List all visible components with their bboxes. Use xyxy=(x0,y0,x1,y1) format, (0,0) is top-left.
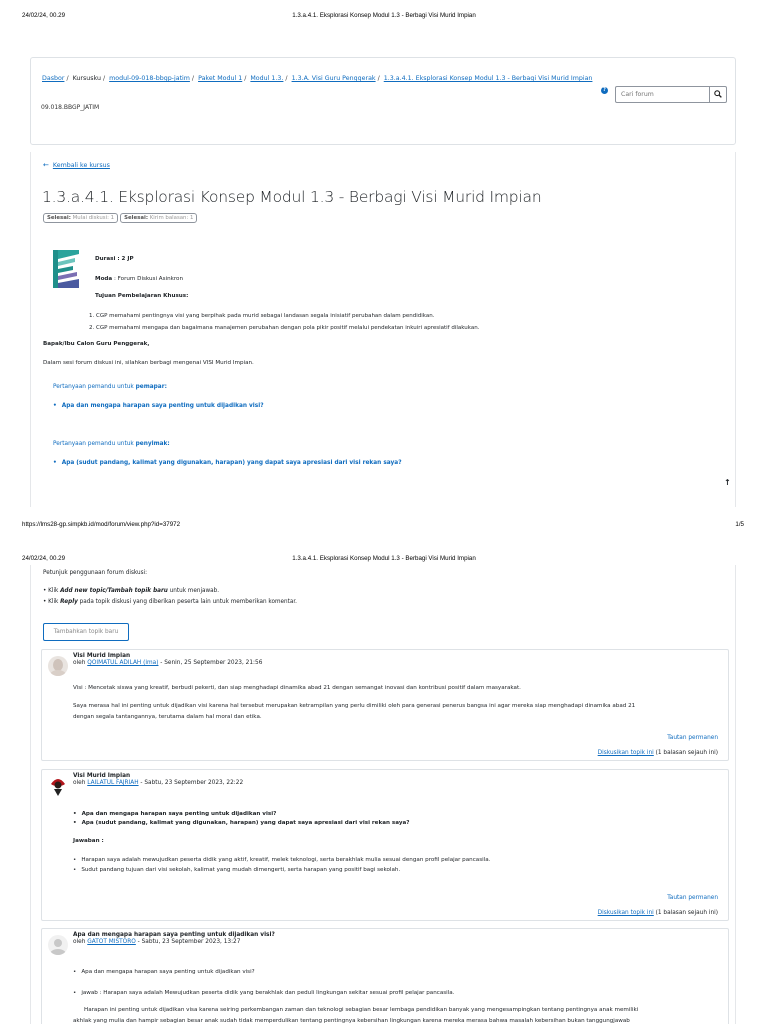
post-answer-label: Jawaban : xyxy=(73,838,104,844)
discuss-link-row: Diskusikan topik ini (1 balasan sejauh ini) xyxy=(597,910,718,916)
breadcrumb-dasbor[interactable]: Dasbor xyxy=(42,75,65,82)
discuss-topic-link[interactable]: Diskusikan topik ini xyxy=(597,750,654,756)
post-author-link[interactable]: LAILATUL FAJRIAH xyxy=(87,780,139,786)
breadcrumb-card xyxy=(30,57,736,145)
search-input[interactable] xyxy=(616,87,709,102)
post-byline: oleh QOIMATUL ADILAH (ima) - Senin, 25 September 2023, 21:56 xyxy=(73,660,263,666)
page-title: 1.3.a.4.1. Eksplorasi Konsep Modul 1.3 - Berbagi Visi Murid Impian xyxy=(42,188,542,206)
howto-title: Petunjuk penggunaan forum diskusi: xyxy=(43,570,148,576)
question-pemapar: • Apa dan mengapa harapan saya penting untuk dijadikan visi? xyxy=(53,403,264,409)
forum-search xyxy=(615,86,727,103)
post-answer: • Sudut pandang tujuan dari visi sekolah, kalimat yang mudah dimengerti, serta harapan yang positif bagi sekolah. xyxy=(73,867,400,873)
discuss-topic-link[interactable]: Diskusikan topik ini xyxy=(597,910,654,916)
moda-label: Moda : Forum Diskusi Asinkron xyxy=(95,276,184,282)
post-text: • Apa dan mengapa harapan saya penting untuk dijadikan visi? xyxy=(73,969,255,975)
post-text: • jawab : Harapan saya adalah Mewujudkan peserta didik yang berakhlak dan peduli lingkungan sekitar sesuai profil pelajar pancasila. xyxy=(73,990,455,996)
discussion-post xyxy=(41,928,729,1024)
discussion-section xyxy=(30,565,736,1024)
post-text: Harapan ini penting untuk dijadikan visa karena seiring perkembangan zaman dan teknologi sebagian besar lembaga pendidikan banyak yang mengesampingkan tentang pentingnya anak memiliki xyxy=(84,1007,639,1013)
print-url: https://lms28-gp.simpkb.id/mod/forum/view.php?id=37972 xyxy=(22,521,181,528)
print-datetime: 24/02/24, 00.29 xyxy=(22,555,66,562)
tujuan-label: Tujuan Pembelajaran Khusus: xyxy=(95,293,189,299)
completion-badge-reply: Selesai: Kirim balasan: 1 xyxy=(120,213,197,223)
forum-intro-card xyxy=(30,152,736,507)
print-doc-title: 1.3.a.4.1. Eksplorasi Konsep Modul 1.3 - Berbagi Visi Murid Impian xyxy=(292,555,476,562)
print-page: 1/5 xyxy=(735,521,744,528)
print-header xyxy=(0,8,768,22)
search-icon xyxy=(714,90,722,98)
back-to-course-label[interactable]: Kembali ke kursus xyxy=(52,162,110,169)
post-question: • Apa (sudut pandang, kalimat yang digunakan, harapan) yang dapat saya apresiasi dari visi rekan saya? xyxy=(73,820,410,826)
post-title: Visi Murid Impian xyxy=(73,653,131,659)
post-text: Saya merasa hal ini penting untuk dijadikan visi karena hal tersebut merupakan ketrampilan yang perlu dimiliki oleh para generasi penerus bangsa ini agar mereka siap menghadapi dinamika abad 21 xyxy=(73,703,636,709)
post-text: dengan segala tantangannya, terutama dalam hal moral dan etika. xyxy=(73,714,262,720)
post-answer: • Harapan saya adalah mewujudkan peserta didik yang aktif, kreatif, melek teknologi, serta berakhlak mulia sesuai dengan profil pelajar pancasila. xyxy=(73,857,490,863)
post-title: Visi Murid Impian xyxy=(73,773,131,779)
goal-item: 1. CGP memahami pentingnya visi yang berpihak pada murid sebagai landasan segala inisiatif perubahan dalam pendidikan. xyxy=(89,313,435,319)
howto-line-1: • Klik Add new topic/Tambah topik baru untuk menjawab. xyxy=(43,588,220,594)
avatar[interactable] xyxy=(48,776,68,796)
permalink-link[interactable]: Tautan permanen xyxy=(667,735,718,741)
post-byline: oleh LAILATUL FAJRIAH - Sabtu, 23 September 2023, 22:22 xyxy=(73,780,244,786)
breadcrumb-course[interactable]: modul-09-018-bbgp-jatim xyxy=(109,75,190,82)
course-code: 09.018.BBGP_JATIM xyxy=(41,104,100,111)
help-icon[interactable]: ? xyxy=(601,87,608,94)
arrow-left-icon: ← xyxy=(43,161,49,169)
avatar[interactable] xyxy=(48,935,68,955)
completion-badges xyxy=(43,213,197,223)
post-question: • Apa dan mengapa harapan saya penting untuk dijadikan visi? xyxy=(73,811,276,817)
module-logo-icon xyxy=(53,250,79,288)
breadcrumb-section[interactable]: 1.3.A. Visi Guru Penggerak xyxy=(291,75,376,82)
permalink-link[interactable]: Tautan permanen xyxy=(667,895,718,901)
print-datetime: 24/02/24, 00.29 xyxy=(22,12,66,19)
greeting: Bapak/Ibu Calon Guru Penggerak, xyxy=(43,341,150,347)
print-doc-title: 1.3.a.4.1. Eksplorasi Konsep Modul 1.3 - Berbagi Visi Murid Impian xyxy=(292,12,476,19)
post-byline: oleh GATOT MISTORO - Sabtu, 23 September 2023, 13:27 xyxy=(73,939,241,945)
breadcrumb: Dasbor / Kursusku / modul-09-018-bbgp-jatim / Paket Modul 1 / Modul 1.3. / 1.3.A. Visi Guru Penggerak / 1.3.a.4.1. Eksplorasi Konsep Modul 1.3 - Berbagi Visi Murid Impian xyxy=(42,75,593,82)
guide-pemapar: Pertanyaan pemandu untuk pemapar: xyxy=(53,384,167,390)
discussion-post xyxy=(41,769,729,921)
back-to-course-link[interactable] xyxy=(43,161,110,169)
discussion-post xyxy=(41,649,729,761)
add-topic-button[interactable]: Tambahkan topik baru xyxy=(43,623,129,641)
goal-item: 2. CGP memahami mengapa dan bagaimana manajemen perubahan dengan pola pikir positif melalui pendekatan inkuiri apresiatif dilakukan. xyxy=(89,325,480,331)
instruction: Dalam sesi forum diskusi ini, silahkan berbagi mengenai VISI Murid Impian. xyxy=(43,360,254,366)
post-author-link[interactable]: QOIMATUL ADILAH (ima) xyxy=(87,660,159,666)
post-text: akhlak yang mulia dan hampir sebagian besar anak sudah tidak memperdulikan tentang pentingnya kebersihan lingkungan karena mereka merasa bahwa masalah kebersihan bukan tanggungjawab xyxy=(73,1018,630,1024)
avatar[interactable] xyxy=(48,656,68,676)
discuss-link-row: Diskusikan topik ini (1 balasan sejauh ini) xyxy=(597,750,718,756)
back-to-top-icon[interactable]: ↑ xyxy=(724,478,731,487)
question-penyimak: • Apa (sudut pandang, kalimat yang digunakan, harapan) yang dapat saya apresiasi dari visi rekan saya? xyxy=(53,460,402,466)
completion-badge-start: Selesai: Mulai diskusi: 1 xyxy=(43,213,118,223)
post-title: Apa dan mengapa harapan saya penting untuk dijadikan visi? xyxy=(73,932,275,938)
howto-line-2: • Klik Reply pada topik diskusi yang diberikan peserta lain untuk memberikan komentar. xyxy=(43,599,297,605)
search-button[interactable] xyxy=(709,87,726,102)
breadcrumb-forum[interactable]: 1.3.a.4.1. Eksplorasi Konsep Modul 1.3 - Berbagi Visi Murid Impian xyxy=(383,75,593,82)
guide-penyimak: Pertanyaan pemandu untuk penyimak: xyxy=(53,441,170,447)
durasi-label: Durasi : 2 JP xyxy=(95,256,134,262)
breadcrumb-modul[interactable]: Modul 1.3. xyxy=(250,75,284,82)
breadcrumb-paket[interactable]: Paket Modul 1 xyxy=(198,75,243,82)
goals-list xyxy=(89,310,479,334)
print-header-2 xyxy=(0,551,768,565)
post-author-link[interactable]: GATOT MISTORO xyxy=(87,939,136,945)
breadcrumb-kursusku: Kursusku xyxy=(72,75,101,82)
post-text: Visi : Mencetak siswa yang kreatif, berbudi pekerti, dan siap menghadapi dinamika abad 21 dengan semangat inovasi dan kontribusi positif dalam masyarakat. xyxy=(73,685,521,691)
